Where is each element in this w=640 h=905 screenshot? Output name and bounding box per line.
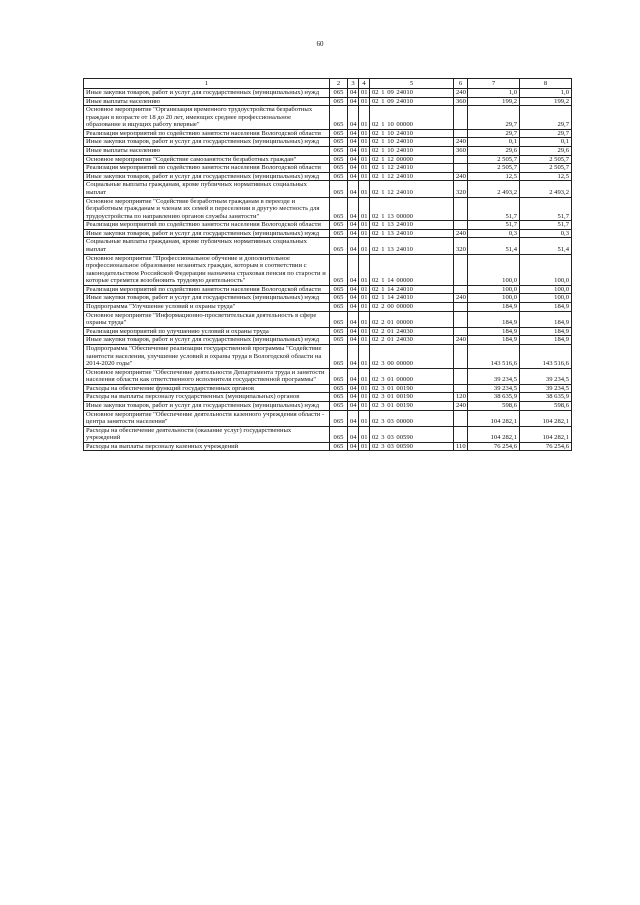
row-expense-type — [454, 303, 468, 312]
row-section: 04 — [348, 294, 359, 303]
row-target-article: 02 1 12 24010 — [370, 181, 454, 197]
row-section: 04 — [348, 155, 359, 164]
table-row — [84, 336, 572, 345]
row-amount-2: 184,9 — [520, 311, 572, 327]
row-expense-type — [454, 344, 468, 368]
table-row — [84, 294, 572, 303]
table-row — [84, 303, 572, 312]
row-code: 065 — [330, 238, 348, 254]
row-code: 065 — [330, 410, 348, 426]
table-row — [84, 197, 572, 221]
table-row — [84, 181, 572, 197]
row-section: 04 — [348, 344, 359, 368]
row-subsection: 01 — [359, 106, 370, 130]
row-amount-1: 29,6 — [468, 147, 520, 156]
row-subsection: 01 — [359, 401, 370, 410]
row-target-article: 02 2 01 00000 — [370, 311, 454, 327]
row-section: 04 — [348, 303, 359, 312]
row-name: Реализация мероприятий по содействию занятости населения Вологодской области — [84, 164, 330, 173]
row-amount-2: 0,3 — [520, 229, 572, 238]
row-expense-type: 360 — [454, 97, 468, 106]
row-section: 04 — [348, 106, 359, 130]
row-amount-1: 51,7 — [468, 197, 520, 221]
row-target-article: 02 1 10 24010 — [370, 147, 454, 156]
row-amount-1: 39 234,5 — [468, 368, 520, 384]
table-row — [84, 410, 572, 426]
row-section: 04 — [348, 147, 359, 156]
row-target-article: 02 1 10 24010 — [370, 129, 454, 138]
row-amount-1: 51,4 — [468, 238, 520, 254]
column-header-section: 3 — [348, 79, 359, 89]
row-section: 04 — [348, 401, 359, 410]
table-row — [84, 393, 572, 402]
row-section: 04 — [348, 336, 359, 345]
row-subsection: 01 — [359, 172, 370, 181]
row-amount-2: 2 493,2 — [520, 181, 572, 197]
row-target-article: 02 1 13 00000 — [370, 197, 454, 221]
table-row — [84, 129, 572, 138]
row-expense-type — [454, 426, 468, 442]
row-amount-2: 51,7 — [520, 221, 572, 230]
row-section: 04 — [348, 311, 359, 327]
row-expense-type — [454, 410, 468, 426]
row-section: 04 — [348, 221, 359, 230]
row-target-article: 02 3 00 00000 — [370, 344, 454, 368]
row-code: 065 — [330, 221, 348, 230]
row-expense-type: 240 — [454, 172, 468, 181]
row-code: 065 — [330, 97, 348, 106]
row-expense-type: 240 — [454, 229, 468, 238]
row-amount-1: 39 234,5 — [468, 384, 520, 393]
row-expense-type: 240 — [454, 294, 468, 303]
column-header-code: 2 — [330, 79, 348, 89]
row-name: Расходы на выплаты персоналу казенных учреждений — [84, 442, 330, 451]
row-target-article: 02 1 14 24010 — [370, 294, 454, 303]
row-amount-2: 76 254,6 — [520, 442, 572, 451]
table-row — [84, 254, 572, 285]
row-amount-2: 598,6 — [520, 401, 572, 410]
row-name: Расходы на обеспечение функций государственных органов — [84, 384, 330, 393]
row-amount-1: 598,6 — [468, 401, 520, 410]
row-section: 04 — [348, 285, 359, 294]
row-amount-2: 100,0 — [520, 254, 572, 285]
row-subsection: 01 — [359, 97, 370, 106]
row-code: 065 — [330, 426, 348, 442]
row-subsection: 01 — [359, 254, 370, 285]
row-code: 065 — [330, 172, 348, 181]
row-name: Иные закупки товаров, работ и услуг для государственных (муниципальных) нужд — [84, 294, 330, 303]
row-amount-1: 100,0 — [468, 254, 520, 285]
row-amount-1: 184,9 — [468, 327, 520, 336]
row-name: Основное мероприятие "Обеспечение деятельности казенного учреждения области - центра занятости населения" — [84, 410, 330, 426]
row-amount-1: 199,2 — [468, 97, 520, 106]
row-target-article: 02 1 12 24010 — [370, 164, 454, 173]
row-section: 04 — [348, 89, 359, 98]
column-header-amount-2: 8 — [520, 79, 572, 89]
row-code: 065 — [330, 164, 348, 173]
row-code: 065 — [330, 294, 348, 303]
row-subsection: 01 — [359, 368, 370, 384]
row-amount-1: 143 516,6 — [468, 344, 520, 368]
row-name: Основное мероприятие "Обеспечение деятельности Департамента труда и занятости населения области как ответственного исполнителя государственной программы" — [84, 368, 330, 384]
row-name: Реализация мероприятий по содействию занятости населения Вологодской области — [84, 129, 330, 138]
row-amount-1: 184,9 — [468, 336, 520, 345]
row-section: 04 — [348, 164, 359, 173]
row-code: 065 — [330, 384, 348, 393]
column-header-target: 5 — [370, 79, 454, 89]
row-amount-2: 184,9 — [520, 327, 572, 336]
column-header-name: 1 — [84, 79, 330, 89]
column-header-amount-1: 7 — [468, 79, 520, 89]
row-name: Реализация мероприятий по содействию занятости населения Вологодской области — [84, 285, 330, 294]
row-code: 065 — [330, 401, 348, 410]
table-row — [84, 311, 572, 327]
row-section: 04 — [348, 327, 359, 336]
row-amount-1: 0,1 — [468, 138, 520, 147]
row-name: Реализация мероприятий по содействию занятости населения Вологодской области — [84, 221, 330, 230]
row-target-article: 02 1 14 24010 — [370, 285, 454, 294]
row-name: Подпрограмма "Улучшение условий и охраны труда" — [84, 303, 330, 312]
row-code: 065 — [330, 285, 348, 294]
row-amount-2: 51,7 — [520, 197, 572, 221]
table-row — [84, 238, 572, 254]
row-expense-type — [454, 311, 468, 327]
row-amount-1: 38 635,9 — [468, 393, 520, 402]
row-name: Реализация мероприятий по улучшению условий и охраны труда — [84, 327, 330, 336]
row-amount-2: 100,0 — [520, 285, 572, 294]
row-name: Основное мероприятие "Содействие самозанятости безработных граждан" — [84, 155, 330, 164]
row-section: 04 — [348, 172, 359, 181]
row-expense-type — [454, 368, 468, 384]
row-amount-2: 0,1 — [520, 138, 572, 147]
row-amount-1: 0,3 — [468, 229, 520, 238]
row-amount-2: 38 635,9 — [520, 393, 572, 402]
table-row — [84, 89, 572, 98]
row-amount-2: 184,9 — [520, 303, 572, 312]
row-code: 065 — [330, 344, 348, 368]
row-amount-2: 29,7 — [520, 129, 572, 138]
row-subsection: 01 — [359, 197, 370, 221]
row-subsection: 01 — [359, 238, 370, 254]
row-amount-2: 12,5 — [520, 172, 572, 181]
row-expense-type — [454, 164, 468, 173]
table-row — [84, 368, 572, 384]
row-amount-2: 51,4 — [520, 238, 572, 254]
row-subsection: 01 — [359, 336, 370, 345]
row-subsection: 01 — [359, 89, 370, 98]
row-target-article: 02 3 01 00000 — [370, 368, 454, 384]
row-code: 065 — [330, 129, 348, 138]
row-amount-1: 184,9 — [468, 303, 520, 312]
row-amount-1: 1,0 — [468, 89, 520, 98]
row-expense-type: 320 — [454, 181, 468, 197]
row-section: 04 — [348, 384, 359, 393]
row-subsection: 01 — [359, 294, 370, 303]
row-code: 065 — [330, 106, 348, 130]
row-subsection: 01 — [359, 147, 370, 156]
table-row — [84, 229, 572, 238]
header-row — [84, 79, 572, 89]
row-amount-2: 104 282,1 — [520, 426, 572, 442]
table-row — [84, 164, 572, 173]
row-target-article: 02 3 03 00590 — [370, 442, 454, 451]
row-section: 04 — [348, 254, 359, 285]
table-row — [84, 384, 572, 393]
row-target-article: 02 3 01 00190 — [370, 401, 454, 410]
row-code: 065 — [330, 303, 348, 312]
row-amount-2: 199,2 — [520, 97, 572, 106]
row-section: 04 — [348, 368, 359, 384]
row-subsection: 01 — [359, 393, 370, 402]
table-row — [84, 344, 572, 368]
row-subsection: 01 — [359, 181, 370, 197]
row-name: Иные закупки товаров, работ и услуг для государственных (муниципальных) нужд — [84, 401, 330, 410]
row-expense-type: 240 — [454, 138, 468, 147]
table-row — [84, 97, 572, 106]
row-amount-2: 184,9 — [520, 336, 572, 345]
row-subsection: 01 — [359, 344, 370, 368]
row-subsection: 01 — [359, 164, 370, 173]
row-target-article: 02 2 01 24030 — [370, 336, 454, 345]
row-section: 04 — [348, 426, 359, 442]
row-subsection: 01 — [359, 229, 370, 238]
row-name: Иные закупки товаров, работ и услуг для государственных (муниципальных) нужд — [84, 229, 330, 238]
row-amount-1: 2 493,2 — [468, 181, 520, 197]
table-row — [84, 401, 572, 410]
row-expense-type: 360 — [454, 147, 468, 156]
row-code: 065 — [330, 327, 348, 336]
row-subsection: 01 — [359, 155, 370, 164]
row-amount-1: 100,0 — [468, 285, 520, 294]
row-code: 065 — [330, 254, 348, 285]
row-expense-type: 110 — [454, 442, 468, 451]
row-section: 04 — [348, 442, 359, 451]
row-subsection: 01 — [359, 384, 370, 393]
table-row — [84, 106, 572, 130]
table-row — [84, 155, 572, 164]
table-row — [84, 327, 572, 336]
row-amount-2: 39 234,5 — [520, 368, 572, 384]
row-expense-type — [454, 384, 468, 393]
row-subsection: 01 — [359, 410, 370, 426]
row-target-article: 02 3 03 00000 — [370, 410, 454, 426]
row-code: 065 — [330, 147, 348, 156]
row-amount-1: 2 505,7 — [468, 164, 520, 173]
row-expense-type: 120 — [454, 393, 468, 402]
row-amount-2: 39 234,5 — [520, 384, 572, 393]
row-target-article: 02 1 09 24010 — [370, 89, 454, 98]
row-section: 04 — [348, 238, 359, 254]
row-name: Основное мероприятие "Содействие безработным гражданам в переезде и безработным гражданам и членам их семей в переселении в другую местность для трудоустройства по направлению органов службы занятости" — [84, 197, 330, 221]
row-expense-type: 240 — [454, 336, 468, 345]
row-target-article: 02 1 13 24010 — [370, 221, 454, 230]
row-amount-1: 76 254,6 — [468, 442, 520, 451]
row-code: 065 — [330, 336, 348, 345]
row-section: 04 — [348, 129, 359, 138]
row-expense-type — [454, 254, 468, 285]
row-expense-type — [454, 327, 468, 336]
row-code: 065 — [330, 197, 348, 221]
row-name: Основное мероприятие "Организация временного трудоустройства безработных граждан в возрасте от 18 до 20 лет, имеющих среднее профессиональное образование и ищущих работу впервые" — [84, 106, 330, 130]
page-number: 60 — [316, 40, 324, 48]
table-row — [84, 172, 572, 181]
row-section: 04 — [348, 410, 359, 426]
table-row — [84, 138, 572, 147]
row-name: Расходы на выплаты персоналу государственных (муниципальных) органов — [84, 393, 330, 402]
row-expense-type — [454, 221, 468, 230]
row-amount-2: 2 505,7 — [520, 164, 572, 173]
row-subsection: 01 — [359, 138, 370, 147]
column-header-expense-type: 6 — [454, 79, 468, 89]
row-target-article: 02 1 13 24010 — [370, 238, 454, 254]
row-code: 065 — [330, 442, 348, 451]
budget-table — [83, 78, 572, 451]
row-target-article: 02 3 01 00190 — [370, 384, 454, 393]
row-target-article: 02 1 14 00000 — [370, 254, 454, 285]
row-amount-1: 184,9 — [468, 311, 520, 327]
row-name: Расходы на обеспечение деятельности (оказание услуг) государственных учреждений — [84, 426, 330, 442]
row-name: Иные закупки товаров, работ и услуг для государственных (муниципальных) нужд — [84, 336, 330, 345]
row-amount-2: 104 282,1 — [520, 410, 572, 426]
row-code: 065 — [330, 155, 348, 164]
row-code: 065 — [330, 311, 348, 327]
row-target-article: 02 1 10 00000 — [370, 106, 454, 130]
row-amount-1: 29,7 — [468, 106, 520, 130]
row-target-article: 02 1 13 24010 — [370, 229, 454, 238]
row-subsection: 01 — [359, 221, 370, 230]
row-name: Социальные выплаты гражданам, кроме публичных нормативных социальных выплат — [84, 238, 330, 254]
row-name: Иные закупки товаров, работ и услуг для государственных (муниципальных) нужд — [84, 138, 330, 147]
table-row — [84, 285, 572, 294]
row-subsection: 01 — [359, 327, 370, 336]
row-subsection: 01 — [359, 442, 370, 451]
row-name: Иные выплаты населению — [84, 97, 330, 106]
budget-table-body — [84, 89, 572, 451]
row-expense-type — [454, 129, 468, 138]
row-amount-2: 29,7 — [520, 106, 572, 130]
row-amount-1: 100,0 — [468, 294, 520, 303]
row-amount-2: 2 505,7 — [520, 155, 572, 164]
row-section: 04 — [348, 181, 359, 197]
row-section: 04 — [348, 393, 359, 402]
row-amount-1: 104 282,1 — [468, 410, 520, 426]
row-name: Социальные выплаты гражданам, кроме публичных нормативных социальных выплат — [84, 181, 330, 197]
row-name: Иные выплаты населению — [84, 147, 330, 156]
row-amount-2: 100,0 — [520, 294, 572, 303]
row-section: 04 — [348, 197, 359, 221]
row-target-article: 02 1 09 24010 — [370, 97, 454, 106]
row-target-article: 02 2 01 24030 — [370, 327, 454, 336]
row-subsection: 01 — [359, 285, 370, 294]
row-target-article: 02 1 10 24010 — [370, 138, 454, 147]
row-amount-1: 29,7 — [468, 129, 520, 138]
row-code: 065 — [330, 181, 348, 197]
row-amount-1: 104 282,1 — [468, 426, 520, 442]
row-expense-type — [454, 197, 468, 221]
row-subsection: 01 — [359, 129, 370, 138]
row-code: 065 — [330, 89, 348, 98]
table-row — [84, 147, 572, 156]
column-header-subsection: 4 — [359, 79, 370, 89]
row-code: 065 — [330, 368, 348, 384]
row-expense-type: 240 — [454, 401, 468, 410]
row-name: Основное мероприятие "Профессиональное обучение и дополнительное профессиональное образование незанятых граждан, которым в соответствии с законодательством Российской Федерации назначена страховая пенсия по старости и которые стремятся возобновить трудовую деятельность" — [84, 254, 330, 285]
row-subsection: 01 — [359, 426, 370, 442]
row-amount-2: 29,6 — [520, 147, 572, 156]
row-target-article: 02 3 01 00190 — [370, 393, 454, 402]
row-target-article: 02 1 12 00000 — [370, 155, 454, 164]
row-expense-type: 240 — [454, 89, 468, 98]
row-name: Иные закупки товаров, работ и услуг для государственных (муниципальных) нужд — [84, 172, 330, 181]
table-row — [84, 221, 572, 230]
row-subsection: 01 — [359, 311, 370, 327]
row-target-article: 02 3 03 00590 — [370, 426, 454, 442]
row-expense-type — [454, 106, 468, 130]
row-amount-1: 12,5 — [468, 172, 520, 181]
table-row — [84, 442, 572, 451]
row-expense-type — [454, 285, 468, 294]
row-amount-1: 51,7 — [468, 221, 520, 230]
row-name: Основное мероприятие "Информационно-просветительская деятельность в сфере охраны труда" — [84, 311, 330, 327]
row-section: 04 — [348, 97, 359, 106]
row-amount-2: 1,0 — [520, 89, 572, 98]
row-name: Иные закупки товаров, работ и услуг для государственных (муниципальных) нужд — [84, 89, 330, 98]
row-code: 065 — [330, 138, 348, 147]
row-expense-type: 320 — [454, 238, 468, 254]
row-subsection: 01 — [359, 303, 370, 312]
row-section: 04 — [348, 229, 359, 238]
row-section: 04 — [348, 138, 359, 147]
row-expense-type — [454, 155, 468, 164]
row-target-article: 02 2 00 00000 — [370, 303, 454, 312]
table-row — [84, 426, 572, 442]
row-amount-2: 143 516,6 — [520, 344, 572, 368]
row-amount-1: 2 505,7 — [468, 155, 520, 164]
row-code: 065 — [330, 393, 348, 402]
row-code: 065 — [330, 229, 348, 238]
row-name: Подпрограмма "Обеспечение реализации государственной программы "Содействие занятости населения, улучшение условий и охраны труда в Вологодской области на 2014-2020 годы" — [84, 344, 330, 368]
row-target-article: 02 1 12 24010 — [370, 172, 454, 181]
